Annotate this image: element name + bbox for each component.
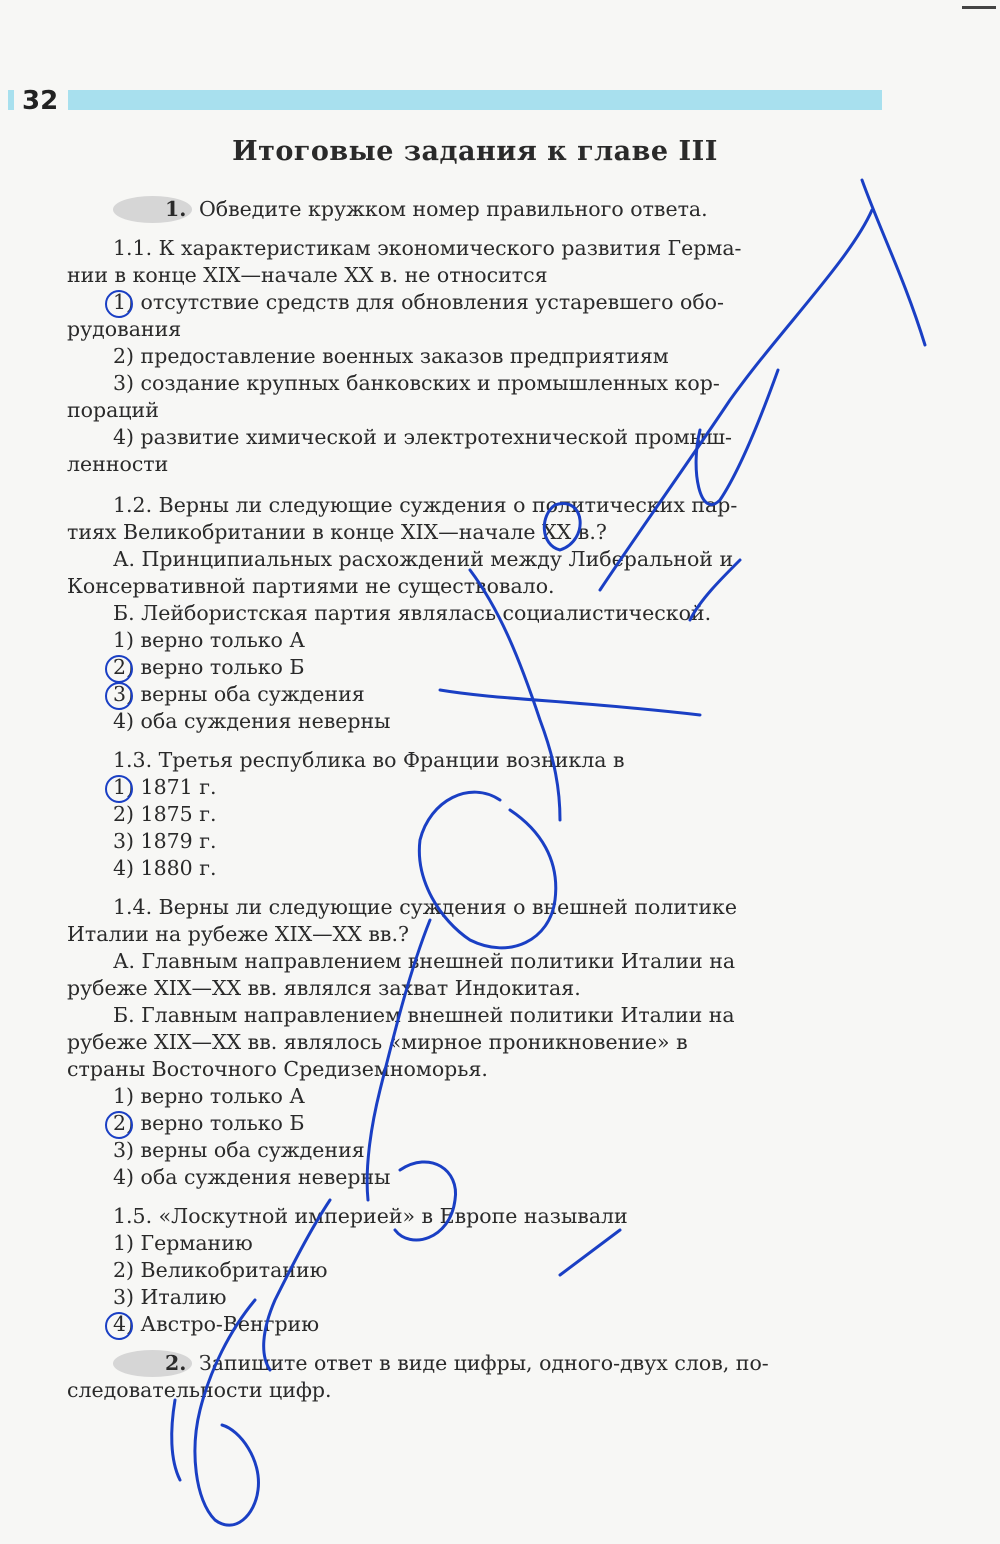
task-1-text: Обведите кружком номер правильного ответа. bbox=[198, 197, 708, 221]
question-1-2-option-4[interactable]: 4) оба суждения неверны bbox=[113, 709, 391, 733]
question-1-1-option-3[interactable]: 3) создание крупных банковских и промышленных кор- bbox=[113, 371, 720, 395]
task-2-text-cont: следовательности цифр. bbox=[67, 1378, 332, 1402]
question-1-4-option-3[interactable]: 3) верны оба суждения bbox=[113, 1138, 365, 1162]
question-1-4-option-4[interactable]: 4) оба суждения неверны bbox=[113, 1165, 391, 1189]
question-1-5-stem: 1.5. «Лоскутной империей» в Европе называли bbox=[113, 1204, 628, 1228]
question-1-1-option-1-cont: рудования bbox=[67, 317, 182, 341]
page-title: Итоговые задания к главе III bbox=[232, 136, 718, 167]
question-1-3-stem: 1.3. Третья республика во Франции возникла в bbox=[113, 748, 625, 772]
question-1-1-option-4[interactable]: 4) развитие химической и электротехнической промыш- bbox=[113, 425, 732, 449]
question-1-2-stem-cont: тиях Великобритании в конце XIX—начале XX в.? bbox=[67, 520, 607, 544]
question-1-2-statement-b: Б. Лейбористская партия являлась социалистической. bbox=[113, 601, 712, 625]
question-1-4-stem-cont: Италии на рубеже XIX—XX вв.? bbox=[67, 922, 409, 946]
scribble-stroke-13 bbox=[172, 1400, 180, 1480]
question-1-1-option-1[interactable]: 1) отсутствие средств для обновления устаревшего обо- bbox=[67, 289, 875, 316]
question-1-4-option-2[interactable]: 2) верно только Б bbox=[67, 1110, 875, 1137]
task-2-text: Запишите ответ в виде цифры, одного-двух слов, по- bbox=[198, 1351, 769, 1375]
header-band bbox=[68, 90, 882, 110]
question-1-2-statement-a: А. Принципиальных расхождений между Либеральной и bbox=[113, 547, 734, 571]
question-1-4-statement-b: Б. Главным направлением внешней политики Италии на bbox=[113, 1003, 735, 1027]
question-1-4-statement-b-cont2: страны Восточного Средиземноморья. bbox=[67, 1057, 488, 1081]
question-1-4-statement-a: А. Главным направлением внешней политики Италии на bbox=[113, 949, 736, 973]
question-1-5-option-2[interactable]: 2) Великобританию bbox=[113, 1258, 328, 1282]
question-1-4-stem: 1.4. Верны ли следующие суждения о внешней политике bbox=[113, 895, 737, 919]
question-1-2-option-2[interactable]: 2) верно только Б bbox=[67, 654, 875, 681]
task-1-number: 1. bbox=[113, 196, 192, 223]
document-body bbox=[67, 196, 875, 1404]
question-1-1-stem-cont: нии в конце XIX—начале XX в. не относится bbox=[67, 263, 548, 287]
question-1-2-statement-a-cont: Консервативной партиями не существовало. bbox=[67, 574, 555, 598]
question-1-1-option-2[interactable]: 2) предоставление военных заказов предприятиям bbox=[113, 344, 669, 368]
question-1-1-stem: 1.1. К характеристикам экономического развития Герма- bbox=[113, 236, 742, 260]
header-band-edge bbox=[8, 90, 14, 110]
question-1-5-option-4[interactable]: 4) Австро-Венгрию bbox=[67, 1311, 875, 1338]
question-1-5-option-1[interactable]: 1) Германию bbox=[113, 1231, 253, 1255]
question-1-4-statement-a-cont: рубеже XIX—XX вв. являлся захват Индокитая. bbox=[67, 976, 581, 1000]
question-1-3-option-3[interactable]: 3) 1879 г. bbox=[113, 829, 217, 853]
page-number: 32 bbox=[18, 86, 64, 116]
edge-mark bbox=[962, 6, 996, 9]
question-1-1-option-3-cont: пораций bbox=[67, 398, 159, 422]
question-1-3-option-4[interactable]: 4) 1880 г. bbox=[113, 856, 217, 880]
question-1-3-option-2[interactable]: 2) 1875 г. bbox=[113, 802, 217, 826]
task-1-heading bbox=[67, 196, 875, 223]
question-1-2-stem: 1.2. Верны ли следующие суждения о политических пар- bbox=[113, 493, 738, 517]
question-1-5-option-3[interactable]: 3) Италию bbox=[113, 1285, 227, 1309]
question-1-4-option-1[interactable]: 1) верно только А bbox=[113, 1084, 305, 1108]
question-1-2-option-1[interactable]: 1) верно только А bbox=[113, 628, 305, 652]
task-2-heading bbox=[67, 1350, 875, 1377]
question-1-4-statement-b-cont: рубеже XIX—XX вв. являлось «мирное проникновение» в bbox=[67, 1030, 688, 1054]
question-1-3-option-1[interactable]: 1) 1871 г. bbox=[67, 774, 875, 801]
task-2-number: 2. bbox=[113, 1350, 192, 1377]
question-1-1-option-4-cont: ленности bbox=[67, 452, 169, 476]
question-1-2-option-3[interactable]: 3) верны оба суждения bbox=[67, 681, 875, 708]
